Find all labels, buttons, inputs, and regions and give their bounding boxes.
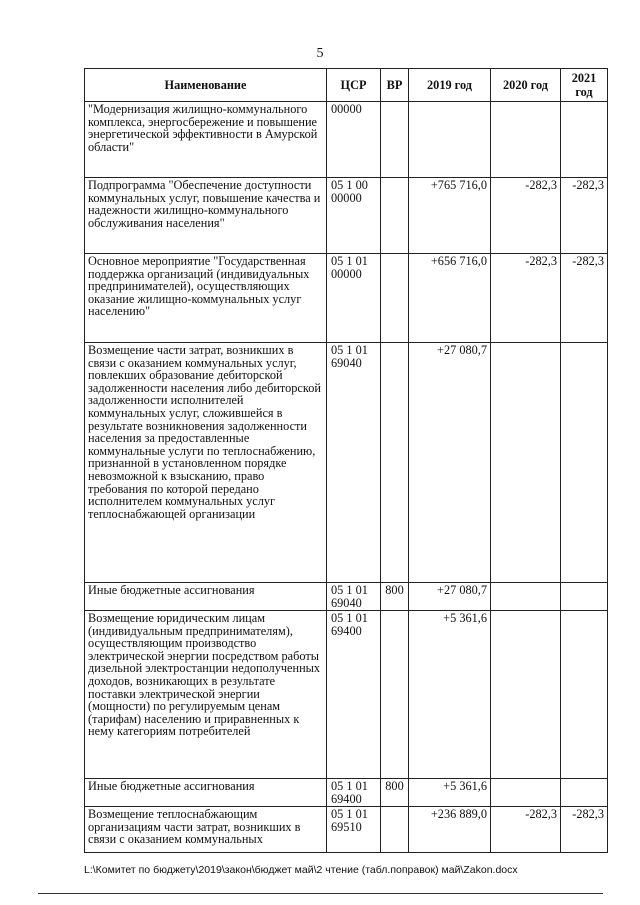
row-2020: -282,3 bbox=[491, 807, 561, 853]
table-row bbox=[85, 102, 608, 178]
header-csr: ЦСР bbox=[327, 69, 381, 102]
row-csr: 05 1 01 00000 bbox=[327, 254, 381, 343]
header-2021: 2021 год bbox=[561, 69, 608, 102]
row-2021: -282,3 bbox=[561, 254, 608, 343]
row-2020 bbox=[491, 102, 561, 178]
row-2021 bbox=[561, 102, 608, 178]
row-csr: 05 1 01 69400 bbox=[327, 779, 381, 807]
header-name: Наименование bbox=[85, 69, 327, 102]
row-2019: +5 361,6 bbox=[409, 611, 491, 779]
row-vr bbox=[381, 178, 409, 254]
row-2021: -282,3 bbox=[561, 178, 608, 254]
row-2020: -282,3 bbox=[491, 254, 561, 343]
row-vr bbox=[381, 102, 409, 178]
row-name: Иные бюджетные ассигнования bbox=[85, 583, 327, 611]
row-vr bbox=[381, 254, 409, 343]
row-2020 bbox=[491, 611, 561, 779]
row-2021 bbox=[561, 611, 608, 779]
row-2019: +656 716,0 bbox=[409, 254, 491, 343]
table-row bbox=[85, 807, 608, 853]
row-2019 bbox=[409, 102, 491, 178]
row-name: Основное мероприятие "Государственная поддержка организаций (индивидуальных предпринимателей), осуществляющих оказание жилищно-коммунальных услуг населению" bbox=[85, 254, 327, 343]
row-vr: 800 bbox=[381, 779, 409, 807]
header-vr: ВР bbox=[381, 69, 409, 102]
table-row bbox=[85, 343, 608, 583]
row-2019: +5 361,6 bbox=[409, 779, 491, 807]
page-number: 5 bbox=[316, 46, 324, 61]
table-row bbox=[85, 779, 608, 807]
row-vr bbox=[381, 343, 409, 583]
row-2020 bbox=[491, 779, 561, 807]
table-header-row bbox=[85, 69, 608, 102]
bottom-rule bbox=[38, 893, 603, 894]
row-name: "Модернизация жилищно-коммунального комплекса, энергосбережение и повышение энергетической эффективности в Амурской области" bbox=[85, 102, 327, 178]
table-row bbox=[85, 611, 608, 779]
file-path-footer: L:\Комитет по бюджету\2019\закон\бюджет май\2 чтение (табл.поправок) май\Zakon.docx bbox=[84, 864, 518, 876]
table-row bbox=[85, 583, 608, 611]
row-vr bbox=[381, 611, 409, 779]
row-2019: +27 080,7 bbox=[409, 343, 491, 583]
row-name: Иные бюджетные ассигнования bbox=[85, 779, 327, 807]
row-csr: 05 1 01 69040 bbox=[327, 583, 381, 611]
row-2020 bbox=[491, 343, 561, 583]
row-vr bbox=[381, 807, 409, 853]
row-name: Возмещение теплоснабжающим организациям части затрат, возникших в связи с оказанием коммунальных bbox=[85, 807, 327, 853]
row-name: Возмещение юридическим лицам (индивидуальным предпринимателям), осуществляющим производство электрической энергии посредством работы дизельной электростанции недополученных доходов, возникающих в результате поставки электрической энергии (мощности) по регулируемым ценам (тарифам) населению и приравненных к нему категориям потребителей bbox=[85, 611, 327, 779]
row-2019: +236 889,0 bbox=[409, 807, 491, 853]
row-2019: +27 080,7 bbox=[409, 583, 491, 611]
row-csr: 05 1 01 69040 bbox=[327, 343, 381, 583]
table-row bbox=[85, 254, 608, 343]
row-2021 bbox=[561, 779, 608, 807]
row-csr: 00000 bbox=[327, 102, 381, 178]
row-name: Подпрограмма "Обеспечение доступности коммунальных услуг, повышение качества и надежности жилищно-коммунального обслуживания населения" bbox=[85, 178, 327, 254]
header-2019: 2019 год bbox=[409, 69, 491, 102]
row-2021: -282,3 bbox=[561, 807, 608, 853]
row-2020 bbox=[491, 583, 561, 611]
row-name: Возмещение части затрат, возникших в связи с оказанием коммунальных услуг, повлекших образование дебиторской задолженности населения либо дебиторской задолженности исполнителей коммунальных услуг, сложившейся в результате возникновения задолженности населения за предоставленные коммунальные услуги по теплоснабжению, признанной в установленном порядке невозможной к взысканию, право требования по которой передано исполнителем коммунальных услуг теплоснабжающей организации bbox=[85, 343, 327, 583]
row-csr: 05 1 01 69400 bbox=[327, 611, 381, 779]
budget-table bbox=[84, 68, 608, 853]
table-row bbox=[85, 178, 608, 254]
row-csr: 05 1 01 69510 bbox=[327, 807, 381, 853]
row-2019: +765 716,0 bbox=[409, 178, 491, 254]
row-csr: 05 1 00 00000 bbox=[327, 178, 381, 254]
row-2021 bbox=[561, 583, 608, 611]
row-vr: 800 bbox=[381, 583, 409, 611]
row-2021 bbox=[561, 343, 608, 583]
header-2020: 2020 год bbox=[491, 69, 561, 102]
row-2020: -282,3 bbox=[491, 178, 561, 254]
